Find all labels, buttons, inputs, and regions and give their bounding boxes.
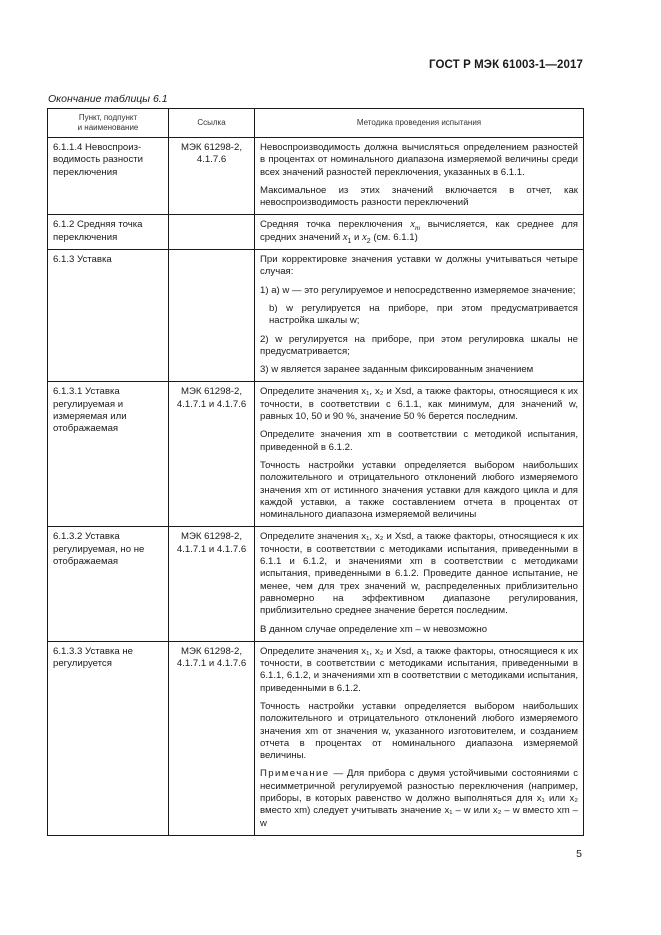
row-ref xyxy=(169,250,255,382)
row-method: Определите значения x₁, x₂ и Xsd, а также факторы, относящиеся к их точности, в соответствии с 6.1.1, как минимум, для значений w, равных 10, 50 и 90 %, значение 50 % берется последним. Определите значения xm в соответствии с методикой испытания, приведенной в 6.1.2. Точность настройки уставки определяется выбором наибольших положительного и отрицательного отклонений любого измеряемого значения xm от истинного значения уставки для каждого цикла и для каждой уставки, а также составлением отчета в процентах от номинального диапазона измеряемой величины xyxy=(255,382,584,527)
note-label: Примечание xyxy=(260,768,330,780)
table-header-row xyxy=(48,109,584,138)
row-item: 6.1.3.3 Уставка не регулируется xyxy=(48,641,169,835)
col-header-item: Пункт, подпункт и наименование xyxy=(48,109,169,138)
table-caption: Окончание таблицы 6.1 xyxy=(48,93,168,105)
row-ref: МЭК 61298-2, 4.1.7.1 и 4.1.7.6 xyxy=(169,527,255,641)
row-method: Определите значения x₁, x₂ и Xsd, а также факторы, относящиеся к их точности, в соответствии с методиками испытания, приведенными в 6.1.1 и 6.1.2, и значениями xm в соответствии с методиками испытания, приведенными в 6.1.2. Проведите данное испытание, не менее, чем для трех значений w, распределенных приблизительно равномерно на эффективном диапазоне регулирования, приблизительно среднее значение берется последним. В данном случае определение xm – w невозможно xyxy=(255,527,584,641)
row-item: 6.1.3.2 Уставка регулируемая, но не отображаемая xyxy=(48,527,169,641)
row-ref: МЭК 61298-2, 4.1.7.6 xyxy=(169,138,255,215)
row-ref xyxy=(169,215,255,250)
table-row xyxy=(48,527,584,641)
row-method: При корректировке значения уставки w должны учитываться четыре случая: 1) а) w — это регулируемое и непосредственно измеряемое значение; b) w регулируется на приборе, при этом предусматривается настройка шкалы w; 2) w регулируется на приборе, при этом регулировка шкалы не предусматривается; 3) w является заранее заданным фиксированным значением xyxy=(255,250,584,382)
row-item: 6.1.1.4 Невоспроизводимость разности переключения xyxy=(48,138,169,215)
table-row xyxy=(48,382,584,527)
standard-designation: ГОСТ Р МЭК 61003-1—2017 xyxy=(429,59,583,71)
table-row xyxy=(48,250,584,382)
col-header-method: Методика проведения испытания xyxy=(255,109,584,138)
test-methods-table xyxy=(47,108,584,836)
table-note: Примечание — Для прибора с двумя устойчивыми состояниями с несимметричной регулируемой разностью переключения (например, приборы, в которых равенство w должно выполняться для x₁ или x₂ вместо xm) следует учитывать значение x₁ – w или x₂ – w вместо xm – w xyxy=(260,768,578,829)
row-method: Определите значения x₁, x₂ и Xsd, а также факторы, относящиеся к их точности, в соответствии с методиками испытания, приведенными в 6.1.1, 6.1.2, и значениями xm в соответствии с методиками испытания, приведенными в 6.1.2. Точность настройки уставки определяется выбором наибольших положительного и отрицательного отклонений любого измеряемого значения xm от значения w, указанного изготовителем, и созданием отчета в процентах от номинального диапазона измеряемой величины. Примечание — Для прибора с двумя устойчивыми состояниями с несимметричной регулируемой разностью переключения (например, приборы, в которых равенство w должно выполняться для x₁ или x₂ вместо xm) следует учитывать значение x₁ – w или x₂ – w вместо xm – w xyxy=(255,641,584,835)
row-ref: МЭК 61298-2, 4.1.7.1 и 4.1.7.6 xyxy=(169,382,255,527)
row-item: 6.1.3.1 Уставка регулируемая и измеряемая или отображаемая xyxy=(48,382,169,527)
table-row xyxy=(48,215,584,250)
col-header-ref: Ссылка xyxy=(169,109,255,138)
row-item: 6.1.3 Уставка xyxy=(48,250,169,382)
row-item: 6.1.2 Средняя точка переключения xyxy=(48,215,169,250)
page-number: 5 xyxy=(576,848,582,860)
table-row xyxy=(48,641,584,835)
table-row xyxy=(48,138,584,215)
row-ref: МЭК 61298-2, 4.1.7.1 и 4.1.7.6 xyxy=(169,641,255,835)
row-method: Средняя точка переключения $x_m$ вычисляется, как среднее для средних значений $x_1$ и $x_2$ (см. 6.1.1) xyxy=(255,215,584,250)
row-method: Невоспроизводимость должна вычисляться определением разностей в процентах от номинального диапазона измеряемой величины среди всех значений разностей переключения, указанных в 6.1.1. Максимальное из этих значений включается в отчет, как невоспроизводимость разности переключений xyxy=(255,138,584,215)
